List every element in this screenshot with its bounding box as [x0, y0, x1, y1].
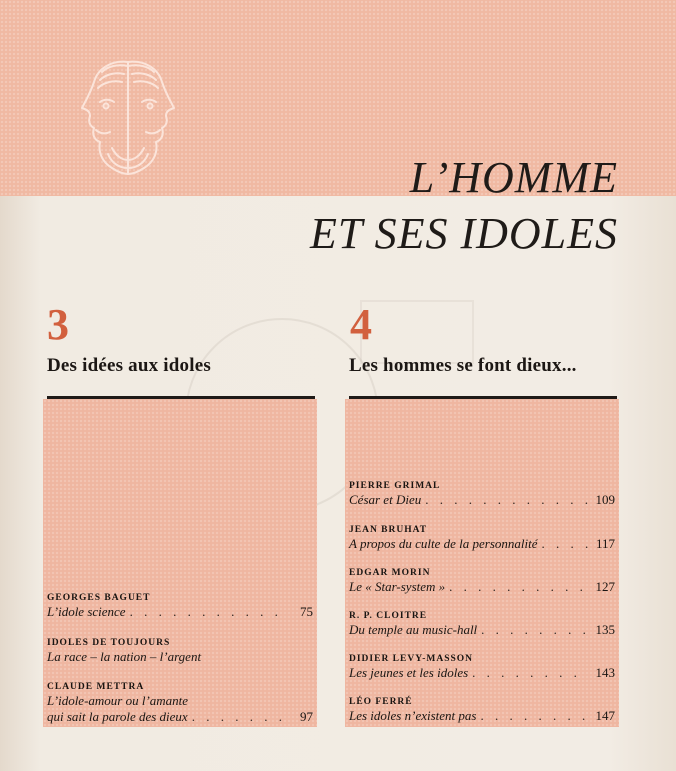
toc-entry [349, 696, 615, 724]
leader-dots [472, 665, 589, 681]
toc-entry [349, 653, 615, 681]
entry-line[interactable] [47, 604, 313, 620]
leader-dots [480, 708, 589, 724]
entry-title: Les jeunes et les idoles [349, 665, 469, 680]
entry-title: L’idole-amour ou l’amante [47, 693, 189, 708]
toc-entry [47, 637, 313, 665]
entry-line[interactable] [349, 536, 615, 552]
entry-line[interactable] [47, 709, 313, 725]
entry-title: La race – la nation – l’argent [47, 649, 202, 664]
entry-page: 109 [595, 492, 615, 507]
section-4-number: 4 [350, 300, 372, 349]
entry-title: Les idoles n’existent pas [349, 708, 477, 723]
title-line-2: ET SES IDOLES [310, 209, 618, 258]
entry-author: EDGAR MORIN [349, 568, 431, 578]
entry-page: 127 [595, 579, 615, 594]
leader-dots [130, 604, 287, 620]
section-3-heading: Des idées aux idoles [47, 355, 211, 376]
title-line-1: L’HOMME [409, 153, 618, 202]
entry-page: 75 [300, 604, 313, 619]
entry-page: 135 [595, 622, 615, 637]
entry-author: DIDIER LEVY-MASSON [349, 654, 474, 664]
leader-dots [449, 579, 589, 595]
toc-entry [47, 681, 313, 725]
page-title [310, 150, 618, 262]
entry-title: qui sait la parole des dieux [47, 709, 188, 724]
leader-dots [541, 536, 589, 552]
entry-author: PIERRE GRIMAL [349, 481, 441, 491]
entry-title: César et Dieu [349, 492, 422, 507]
entry-title: Du temple au music-hall [349, 622, 478, 637]
entry-page: 143 [595, 665, 615, 680]
entry-page: 117 [595, 536, 615, 551]
entry-author: IDOLES DE TOUJOURS [47, 638, 171, 648]
entry-line[interactable] [47, 649, 313, 665]
leader-dots [192, 709, 287, 725]
entry-line[interactable] [47, 693, 313, 709]
entry-page: 147 [595, 708, 615, 723]
entry-line[interactable] [349, 579, 615, 595]
entry-line[interactable] [349, 708, 615, 724]
toc-entry [349, 567, 615, 595]
entry-author: JEAN BRUHAT [349, 525, 428, 535]
section-3-number: 3 [47, 300, 69, 349]
section-3-panel [43, 399, 317, 727]
section-4-heading: Les hommes se font dieux... [349, 355, 577, 376]
entry-author: R. P. CLOITRE [349, 611, 428, 621]
toc-entry [349, 610, 615, 638]
toc-entry [47, 592, 313, 620]
entry-title: L’idole science [47, 604, 126, 619]
entry-author: GEORGES BAGUET [47, 593, 151, 603]
toc-entry [349, 480, 615, 508]
entry-title: Le « Star-system » [349, 579, 446, 594]
entry-title: A propos du culte de la personnalité [349, 536, 538, 551]
leader-dots [425, 492, 589, 508]
section-4-panel [345, 399, 619, 727]
entry-author: LÉO FERRÉ [349, 697, 413, 707]
entry-line[interactable] [349, 492, 615, 508]
entry-page: 97 [300, 709, 313, 724]
leader-dots [481, 622, 589, 638]
entry-author: CLAUDE METTRA [47, 682, 145, 692]
toc-entry [349, 524, 615, 552]
entry-line[interactable] [349, 665, 615, 681]
janus-heads-icon [72, 52, 184, 184]
entry-line[interactable] [349, 622, 615, 638]
